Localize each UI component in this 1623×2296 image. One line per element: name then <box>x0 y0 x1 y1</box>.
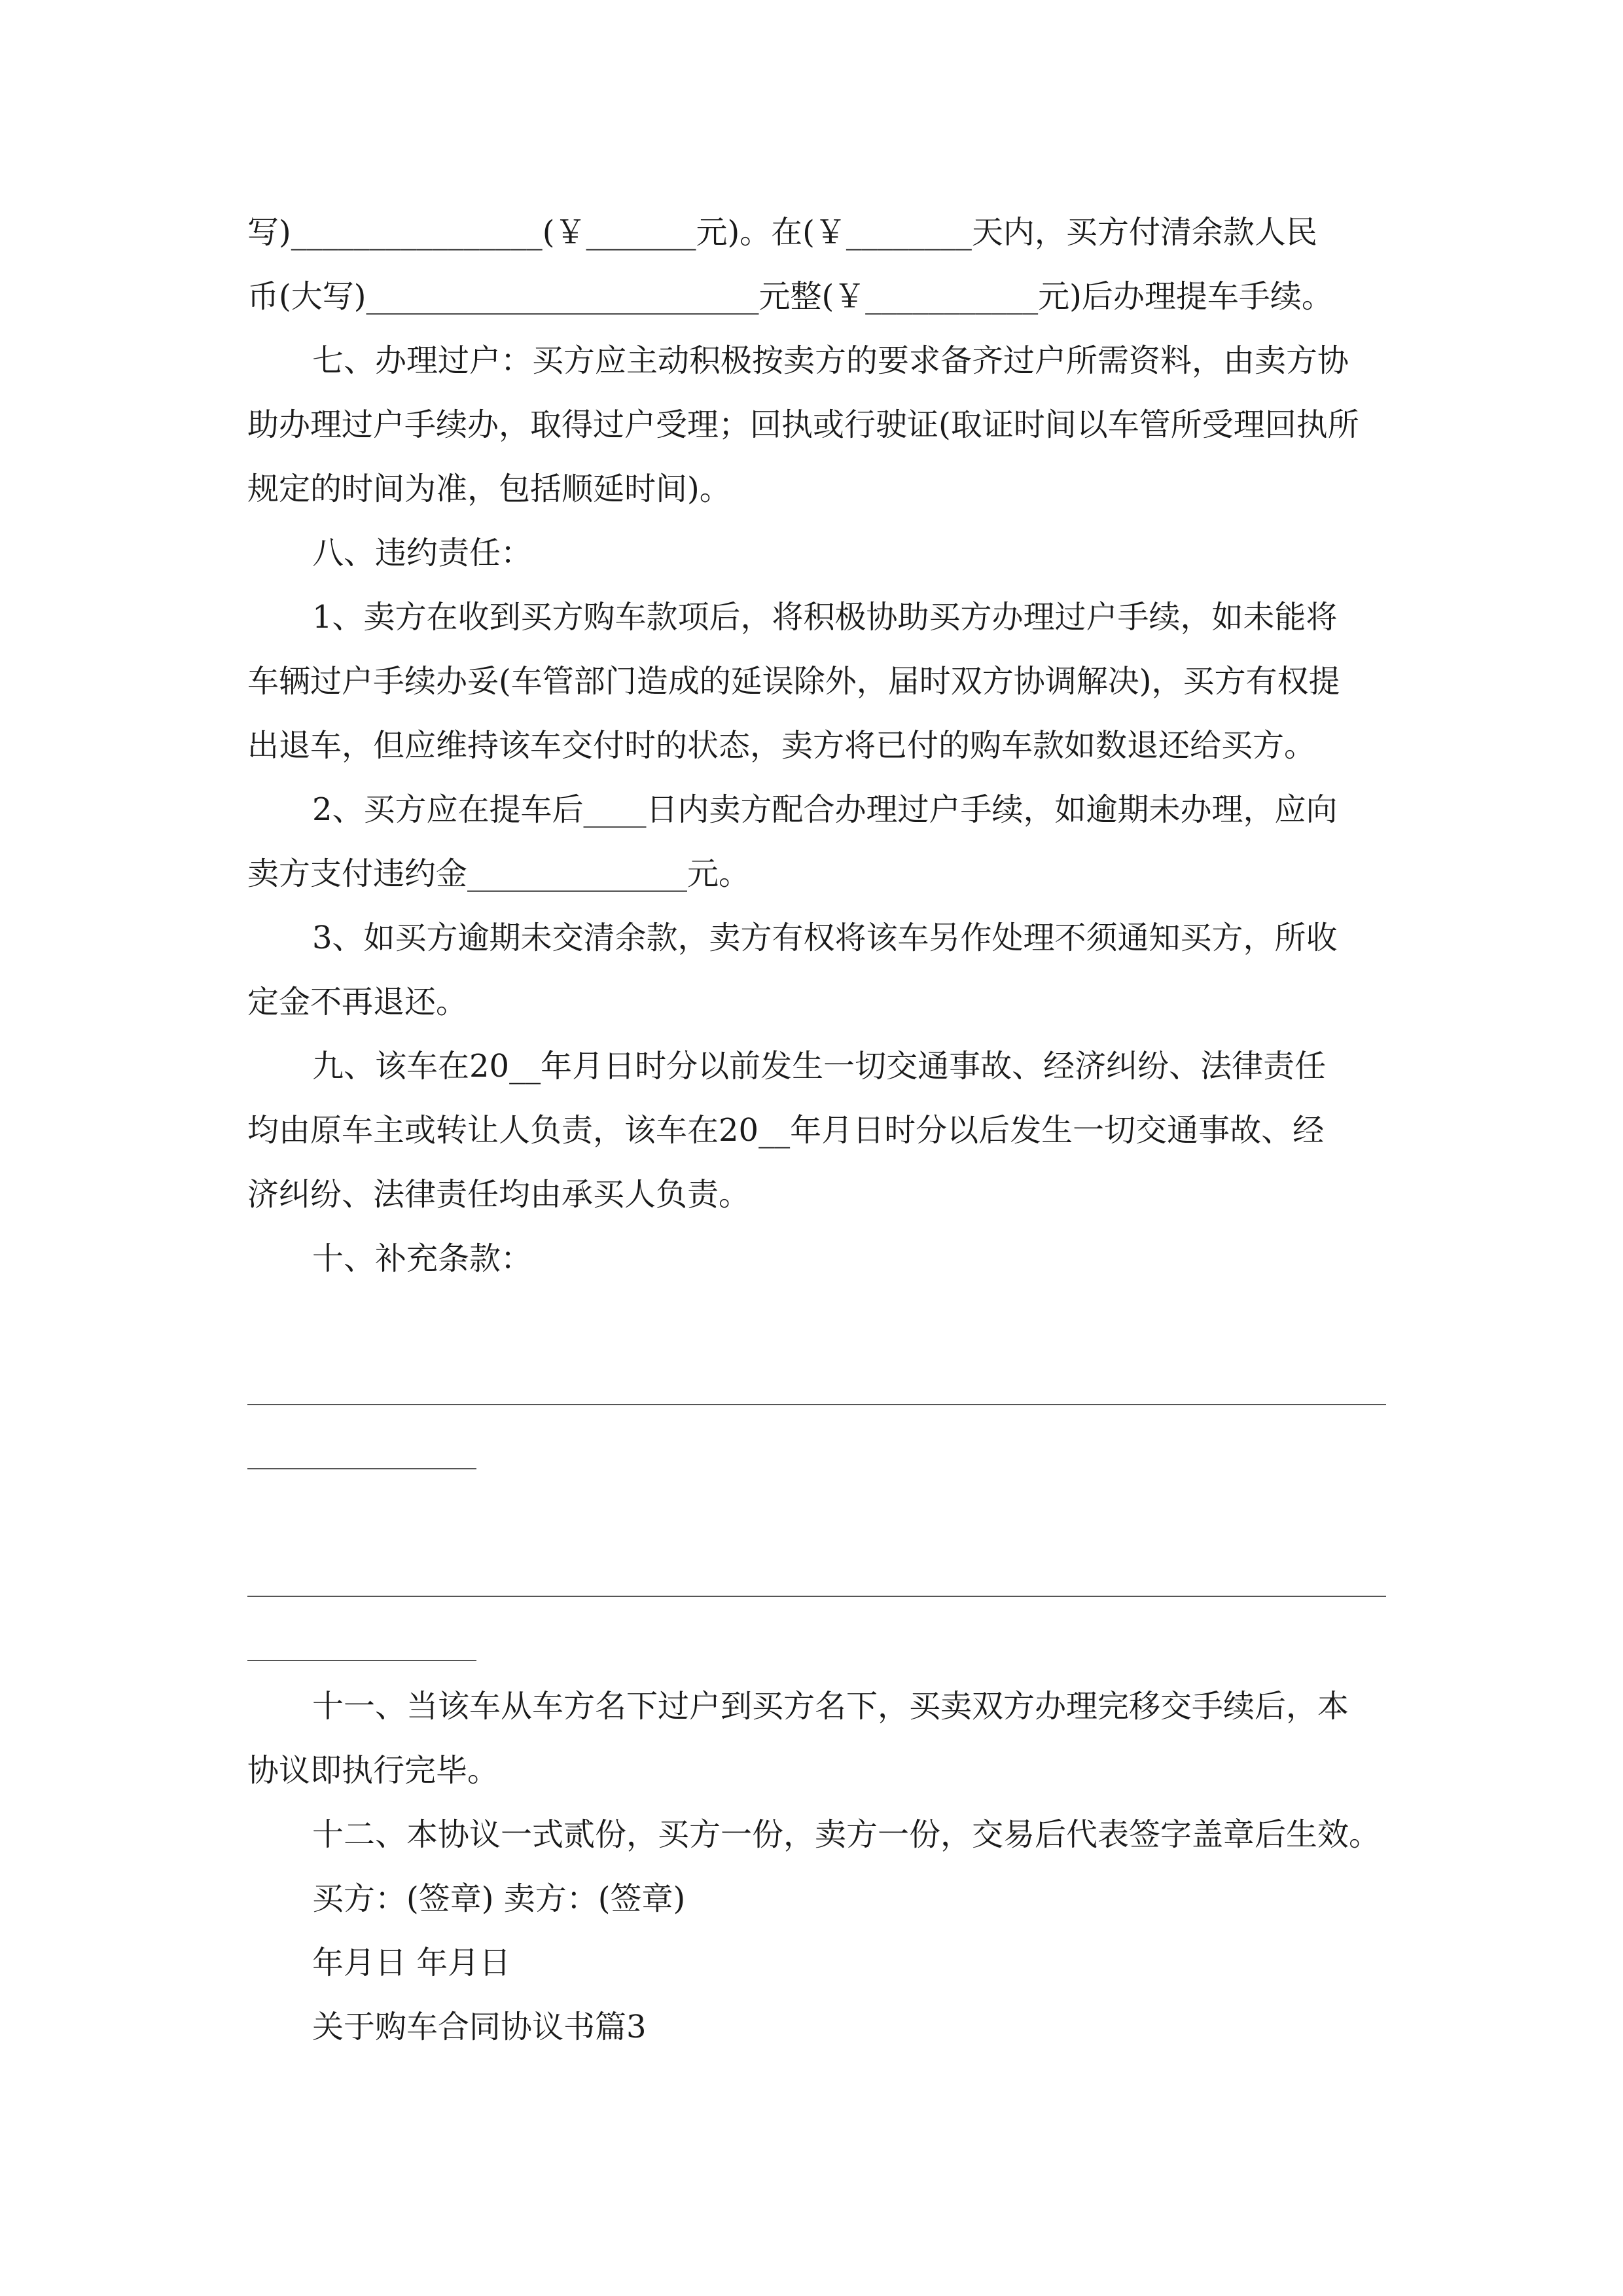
date-line: 年月日 年月日 <box>312 1945 511 1981</box>
paragraph-9: 九、该车在20__年月日时分以前发生一切交通事故、经济纠纷、法律责任 <box>312 1048 1327 1085</box>
paragraph-12: 十二、本协议一式贰份，买方一份，卖方一份，交易后代表签字盖章后生效。 <box>312 1816 1381 1853</box>
text-line: 写)________________(￥_______元)。在(￥________天内，买方付清余款人民 <box>247 214 1317 251</box>
paragraph-7-heading: 七、办理过户：买方应主动积极按卖方的要求备齐过户所需资料，由卖方协 <box>312 342 1349 379</box>
text-line: 车辆过户手续办妥(车管部门造成的延误除外，届时双方协调解决)，买方有权提 <box>247 663 1340 700</box>
blank-fill-line <box>247 1596 1386 1597</box>
clause-8-3: 3、如买方逾期未交清余款，卖方有权将该车另作处理不须通知买方，所收 <box>312 920 1338 956</box>
paragraph-8-heading: 八、违约责任： <box>312 535 533 571</box>
blank-fill-line <box>247 1404 1386 1405</box>
signature-line: 买方：(签章) 卖方：(签章) <box>312 1880 686 1917</box>
text-line: 协议即执行完毕。 <box>247 1752 499 1789</box>
text-line: 币(大写)_________________________元整(￥___________元)后办理提车手续。 <box>247 278 1333 315</box>
clause-8-2: 2、买方应在提车后____日内卖方配合办理过户手续，如逾期未办理，应向 <box>312 791 1338 828</box>
clause-8-1: 1、卖方在收到买方购车款项后，将积极协助买方办理过户手续，如未能将 <box>312 599 1338 636</box>
text-line: 出退车，但应维持该车交付时的状态，卖方将已付的购车款如数退还给买方。 <box>247 727 1316 764</box>
blank-fill-line <box>247 1468 476 1469</box>
section-title: 关于购车合同协议书篇3 <box>312 2009 647 2045</box>
text-line: 卖方支付违约金______________元。 <box>247 855 751 892</box>
paragraph-10-heading: 十、补充条款： <box>312 1240 533 1277</box>
paragraph-11: 十一、当该车从车方名下过户到买方名下，买卖双方办理完移交手续后，本 <box>312 1688 1349 1725</box>
text-line: 助办理过户手续办，取得过户受理；回执或行驶证(取证时间以车管所受理回执所 <box>247 406 1359 443</box>
text-line: 均由原车主或转让人负责，该车在20__年月日时分以后发生一切交通事故、经 <box>247 1112 1325 1149</box>
blank-fill-line <box>247 1660 476 1661</box>
text-line: 定金不再退还。 <box>247 984 468 1020</box>
text-line: 规定的时间为准，包括顺延时间)。 <box>247 471 731 507</box>
text-line: 济纠纷、法律责任均由承买人负责。 <box>247 1176 751 1213</box>
